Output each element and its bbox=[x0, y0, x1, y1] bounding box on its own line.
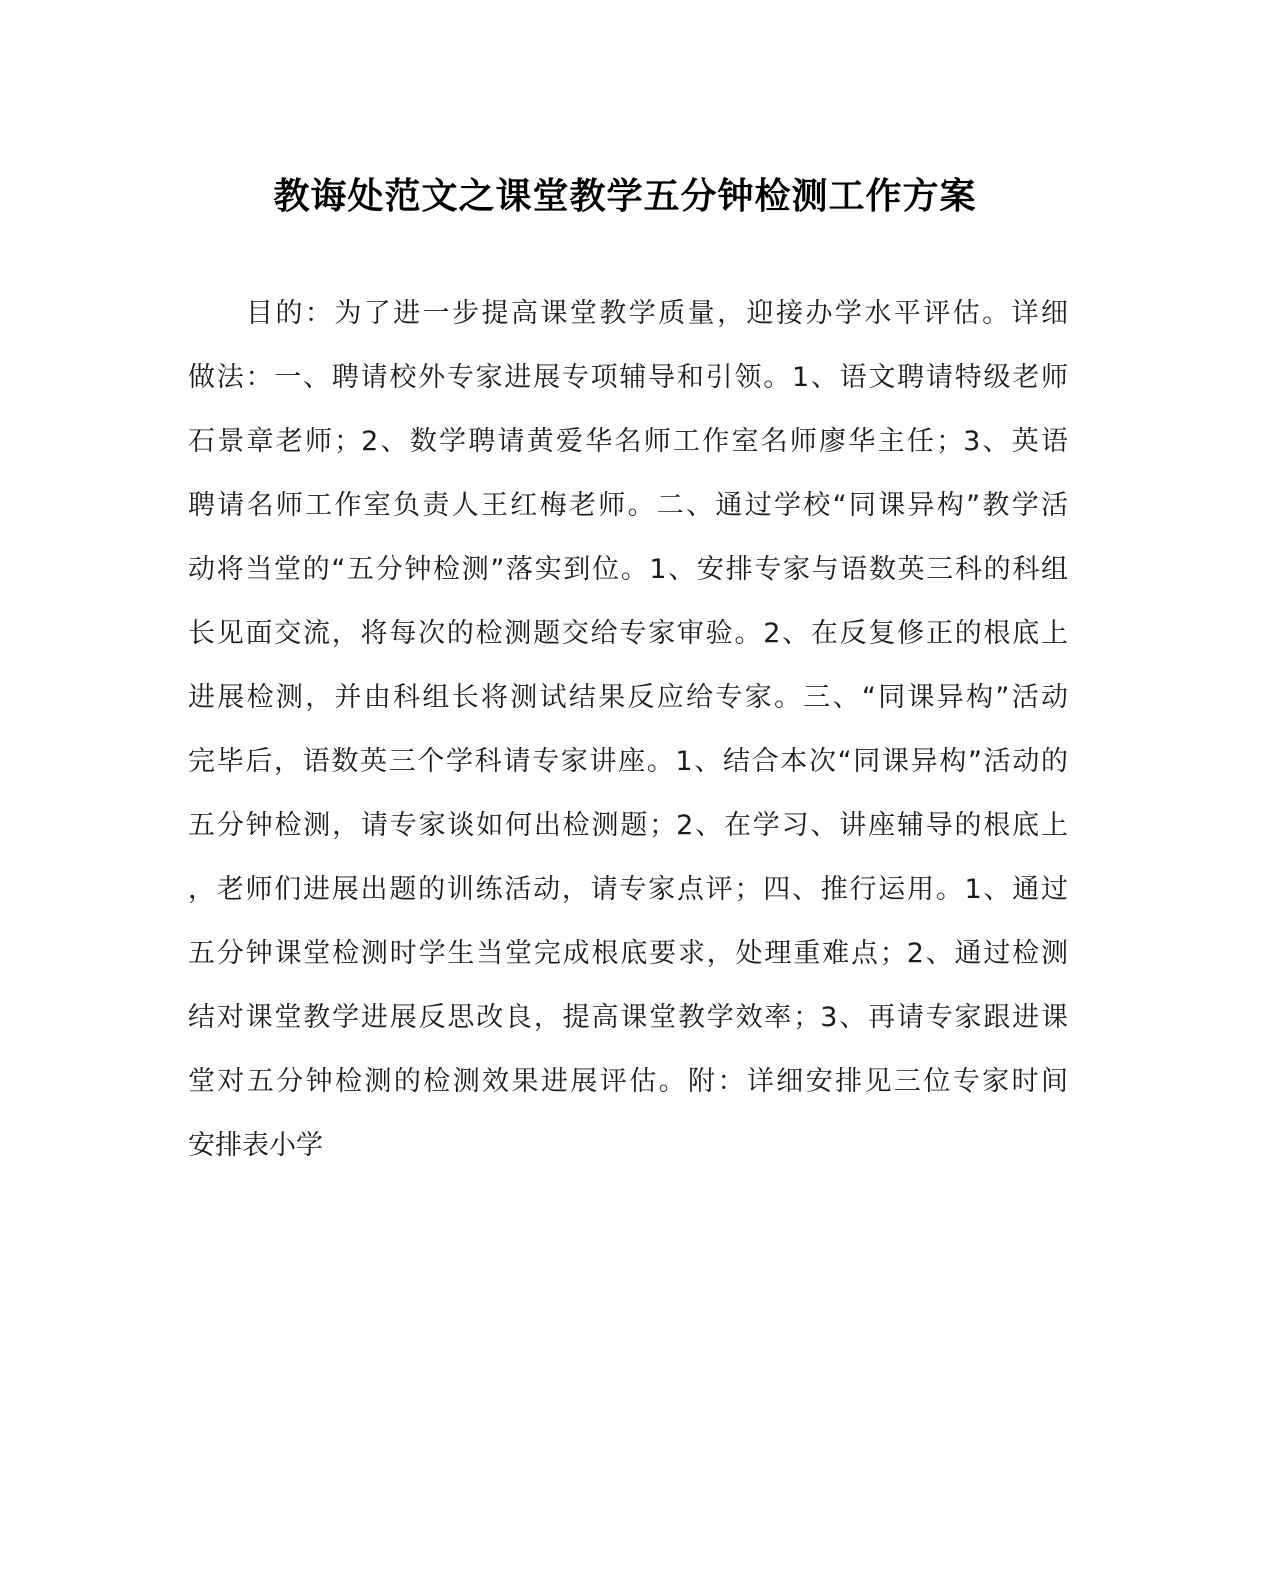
body-line: 长见面交流，将每次的检测题交给专家审验。2、在反复修正的根底上 bbox=[188, 618, 1068, 649]
body-line: 结对课堂教学进展反思改良，提高课堂教学效率；3、再请专家跟进课 bbox=[188, 1002, 1068, 1033]
body-line: 堂对五分钟检测的检测效果进展评估。附：详细安排见三位专家时间 bbox=[188, 1066, 1068, 1097]
document-body bbox=[188, 282, 1068, 1178]
body-line: 安排表小学 bbox=[188, 1130, 323, 1161]
body-line: 做法：一、聘请校外专家进展专项辅导和引领。1、语文聘请特级老师 bbox=[188, 362, 1068, 393]
document-title: 教诲处范文之课堂教学五分钟检测工作方案 bbox=[273, 175, 977, 217]
body-line: 五分钟检测，请专家谈如何出检测题；2、在学习、讲座辅导的根底上 bbox=[188, 810, 1068, 841]
body-line: 五分钟课堂检测时学生当堂完成根底要求，处理重难点；2、通过检测 bbox=[188, 938, 1068, 969]
body-line: 目的：为了进一步提高课堂教学质量，迎接办学水平评估。详细 bbox=[246, 298, 1068, 329]
body-line: ，老师们进展出题的训练活动，请专家点评；四、推行运用。1、通过 bbox=[188, 874, 1068, 905]
body-line: 进展检测，并由科组长将测试结果反应给专家。三、“同课异构”活动 bbox=[188, 682, 1068, 713]
body-line: 聘请名师工作室负责人王红梅老师。二、通过学校“同课异构”教学活 bbox=[188, 490, 1068, 521]
body-line: 完毕后，语数英三个学科请专家讲座。1、结合本次“同课异构”活动的 bbox=[188, 746, 1068, 777]
body-line: 石景章老师；2、数学聘请黄爱华名师工作室名师廖华主任；3、英语 bbox=[188, 426, 1068, 457]
body-line: 动将当堂的“五分钟检测”落实到位。1、安排专家与语数英三科的科组 bbox=[188, 554, 1068, 585]
